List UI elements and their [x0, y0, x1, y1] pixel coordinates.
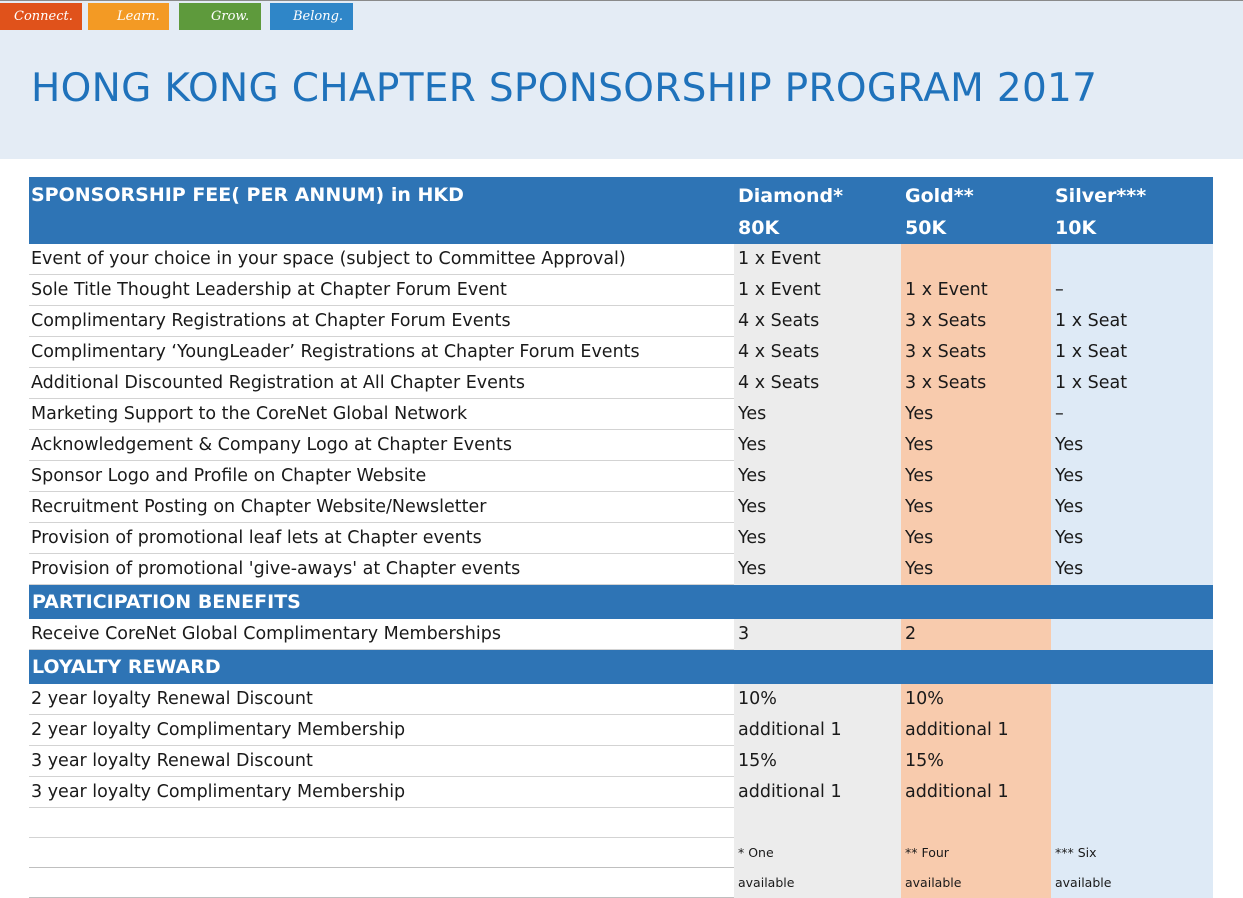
silver-value: Yes [1051, 523, 1213, 554]
benefit-label: 2 year loyalty Renewal Discount [29, 684, 734, 715]
page-title: HONG KONG CHAPTER SPONSORSHIP PROGRAM 2017 [31, 66, 1098, 111]
tag-learn: Learn. [88, 3, 169, 30]
silver-value [1051, 777, 1213, 808]
benefit-label: Receive CoreNet Global Complimentary Memberships [29, 619, 734, 650]
gold-value: additional 1 [901, 777, 1051, 808]
silver-value: – [1051, 399, 1213, 430]
benefit-label: Additional Discounted Registration at All Chapter Events [29, 368, 734, 399]
availability-note-row [29, 838, 1213, 868]
benefit-label: Recruitment Posting on Chapter Website/Newsletter [29, 492, 734, 523]
sponsorship-table-container [29, 177, 1213, 898]
diamond-value: Yes [734, 430, 901, 461]
diamond-value: Yes [734, 399, 901, 430]
diamond-availability: * One [734, 838, 901, 868]
spacer-row [29, 808, 1213, 838]
silver-value: 1 x Seat [1051, 306, 1213, 337]
silver-value [1051, 684, 1213, 715]
spacer-gold [901, 808, 1051, 838]
table-row [29, 399, 1213, 430]
gold-value: 3 x Seats [901, 368, 1051, 399]
diamond-value: Yes [734, 492, 901, 523]
table-row [29, 619, 1213, 650]
section-participation-benefits-title: PARTICIPATION BENEFITS [29, 585, 1213, 620]
silver-value [1051, 244, 1213, 275]
silver-value: 1 x Seat [1051, 368, 1213, 399]
tier-silver-fee: 10K [1055, 217, 1097, 239]
tag-grow: Grow. [179, 3, 261, 30]
diamond-value: Yes [734, 523, 901, 554]
gold-value: Yes [901, 430, 1051, 461]
benefit-label: 2 year loyalty Complimentary Membership [29, 715, 734, 746]
diamond-value: 1 x Event [734, 275, 901, 306]
sponsorship-table [29, 177, 1213, 898]
table-row [29, 275, 1213, 306]
section-loyalty-reward [29, 650, 1213, 685]
gold-value: 1 x Event [901, 275, 1051, 306]
spacer-diamond [734, 808, 901, 838]
table-row [29, 777, 1213, 808]
diamond-value: 4 x Seats [734, 337, 901, 368]
table-row [29, 523, 1213, 554]
diamond-value: Yes [734, 554, 901, 585]
table-row [29, 244, 1213, 275]
silver-value: 1 x Seat [1051, 337, 1213, 368]
benefit-label: Sponsor Logo and Profile on Chapter Website [29, 461, 734, 492]
tier-diamond-fee: 80K [738, 217, 780, 239]
silver-value: Yes [1051, 492, 1213, 523]
diamond-value: 3 [734, 619, 901, 650]
gold-value: Yes [901, 492, 1051, 523]
diamond-availability: available [734, 868, 901, 898]
table-row [29, 715, 1213, 746]
gold-availability: available [901, 868, 1051, 898]
section-participation-benefits [29, 585, 1213, 620]
benefit-label: Event of your choice in your space (subject to Committee Approval) [29, 244, 734, 275]
fee-label: SPONSORSHIP FEE( PER ANNUM) in HKD [29, 177, 734, 244]
table-row [29, 368, 1213, 399]
table-row [29, 461, 1213, 492]
diamond-value: 15% [734, 746, 901, 777]
silver-value: Yes [1051, 430, 1213, 461]
diamond-value: Yes [734, 461, 901, 492]
tier-silver-name: Silver*** [1055, 185, 1147, 207]
benefit-label: Sole Title Thought Leadership at Chapter Forum Event [29, 275, 734, 306]
benefit-label: 3 year loyalty Renewal Discount [29, 746, 734, 777]
silver-value: – [1051, 275, 1213, 306]
gold-value: 3 x Seats [901, 337, 1051, 368]
silver-value [1051, 619, 1213, 650]
table-row [29, 492, 1213, 523]
spacer-label [29, 808, 734, 838]
tag-connect: Connect. [0, 3, 82, 30]
gold-value: 3 x Seats [901, 306, 1051, 337]
benefit-label: Complimentary Registrations at Chapter Forum Events [29, 306, 734, 337]
gold-value: 15% [901, 746, 1051, 777]
table-row [29, 684, 1213, 715]
gold-value: Yes [901, 461, 1051, 492]
diamond-value: 1 x Event [734, 244, 901, 275]
gold-value: additional 1 [901, 715, 1051, 746]
tier-silver-header [1051, 177, 1213, 244]
tier-gold-header [901, 177, 1051, 244]
benefit-label: Provision of promotional leaf lets at Chapter events [29, 523, 734, 554]
note-label [29, 838, 734, 868]
table-row [29, 306, 1213, 337]
table-row [29, 337, 1213, 368]
header-band [0, 0, 1243, 159]
silver-value: Yes [1051, 554, 1213, 585]
benefit-label: 3 year loyalty Complimentary Membership [29, 777, 734, 808]
gold-availability: ** Four [901, 838, 1051, 868]
gold-value [901, 244, 1051, 275]
gold-value: Yes [901, 554, 1051, 585]
gold-value: Yes [901, 399, 1051, 430]
silver-availability: *** Six [1051, 838, 1213, 868]
silver-value [1051, 746, 1213, 777]
benefit-label: Acknowledgement & Company Logo at Chapter Events [29, 430, 734, 461]
diamond-value: 4 x Seats [734, 368, 901, 399]
tier-diamond-name: Diamond* [738, 185, 844, 207]
diamond-value: additional 1 [734, 777, 901, 808]
table-row [29, 430, 1213, 461]
spacer-silver [1051, 808, 1213, 838]
diamond-value: 4 x Seats [734, 306, 901, 337]
gold-value: 10% [901, 684, 1051, 715]
tag-belong: Belong. [270, 3, 353, 30]
silver-value [1051, 715, 1213, 746]
silver-availability: available [1051, 868, 1213, 898]
tier-gold-name: Gold** [905, 185, 974, 207]
section-loyalty-reward-title: LOYALTY REWARD [29, 650, 1213, 685]
gold-value: Yes [901, 523, 1051, 554]
table-header-row [29, 177, 1213, 244]
gold-value: 2 [901, 619, 1051, 650]
note-label [29, 868, 734, 898]
benefit-label: Complimentary ‘YoungLeader’ Registrations at Chapter Forum Events [29, 337, 734, 368]
tier-gold-fee: 50K [905, 217, 947, 239]
availability-note-row [29, 868, 1213, 898]
table-row [29, 746, 1213, 777]
benefit-label: Provision of promotional 'give-aways' at Chapter events [29, 554, 734, 585]
table-row [29, 554, 1213, 585]
tier-diamond-header [734, 177, 901, 244]
diamond-value: 10% [734, 684, 901, 715]
diamond-value: additional 1 [734, 715, 901, 746]
silver-value: Yes [1051, 461, 1213, 492]
benefit-label: Marketing Support to the CoreNet Global Network [29, 399, 734, 430]
